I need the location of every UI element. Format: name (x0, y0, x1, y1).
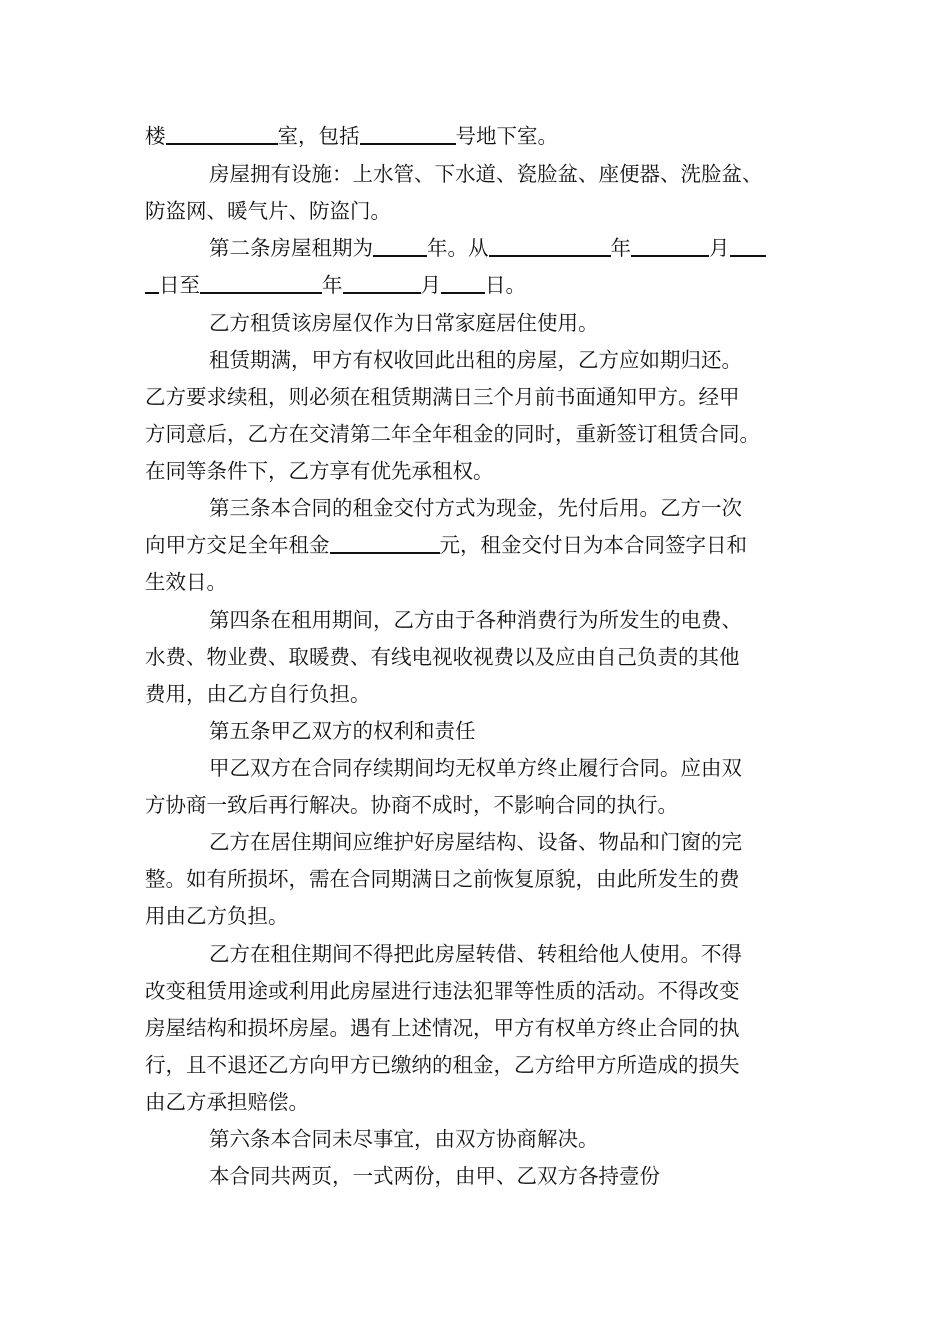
text-run: 年 (610, 236, 631, 260)
text-line: 第六条本合同未尽事宜，由双方协商解决。 (209, 1127, 599, 1151)
text-line: 乙方要求续租，则必须在租赁期满日三个月前书面通知甲方。经甲 (145, 385, 740, 409)
fill-in-blank[interactable] (343, 270, 421, 294)
text-line: 在同等条件下，乙方享有优先承租权。 (145, 459, 494, 483)
text-run: 楼 (145, 124, 166, 148)
fill-in-blank[interactable] (441, 270, 485, 294)
fill-in-blank[interactable] (489, 233, 611, 257)
text-run: 向甲方交足全年租金 (145, 533, 330, 557)
text-line: 乙方在居住期间应维护好房屋结构、设备、物品和门窗的完 (209, 830, 742, 854)
text-line: 房屋拥有设施：上水管、下水道、瓷脸盆、座便器、洗脸盆、 (209, 162, 763, 186)
text-run: 日。 (485, 273, 526, 297)
text-line: 整。如有所损坏，需在合同期满日之前恢复原貌，由此所发生的费 (145, 867, 740, 891)
text-run: 月 (709, 236, 730, 260)
text-run: 年。从 (427, 236, 489, 260)
fill-in-blank[interactable] (330, 530, 440, 554)
text-line: 第四条在租用期间，乙方由于各种消费行为所发生的电费、 (209, 608, 742, 632)
text-line: 用由乙方负担。 (145, 904, 289, 928)
text-run: 日至 (159, 273, 200, 297)
text-line (145, 527, 825, 564)
text-line: 房屋结构和损坏房屋。遇有上述情况，甲方有权单方终止合同的执 (145, 1016, 740, 1040)
text-line: 租赁期满，甲方有权收回此出租的房屋，乙方应如期归还。 (209, 348, 742, 372)
text-line: 方协商一致后再行解决。协商不成时，不影响合同的执行。 (145, 793, 678, 817)
fill-in-blank[interactable] (360, 121, 456, 145)
text-line: 方同意后，乙方在交清第二年全年租金的同时，重新签订租赁合同。 (145, 422, 760, 446)
text-line: 由乙方承担赔偿。 (145, 1090, 309, 1114)
fill-in-blank[interactable] (373, 233, 427, 257)
text-line (145, 118, 825, 155)
text-line (209, 230, 889, 267)
text-run: 号地下室。 (455, 124, 558, 148)
text-line: 费用，由乙方自行负担。 (145, 682, 371, 706)
text-line: 甲乙双方在合同存续期间均无权单方终止履行合同。应由双 (209, 756, 742, 780)
text-line: 本合同共两页，一式两份，由甲、乙双方各持壹份 (209, 1164, 660, 1188)
text-run: 元，租金交付日为本合同签字日和 (439, 533, 747, 557)
text-run: 室，包括 (277, 124, 360, 148)
text-run: 第二条房屋租期为 (209, 236, 373, 260)
section-heading: 第五条甲乙双方的权利和责任 (209, 719, 476, 743)
text-line: 生效日。 (145, 570, 227, 594)
fill-in-blank[interactable] (200, 270, 322, 294)
text-line: 防盗网、暖气片、防盗门。 (145, 199, 391, 223)
fill-in-blank[interactable] (145, 270, 159, 294)
text-line: 行，且不退还乙方向甲方已缴纳的租金，乙方给甲方所造成的损失 (145, 1053, 740, 1077)
text-line: 第三条本合同的租金交付方式为现金，先付后用。乙方一次 (209, 496, 742, 520)
fill-in-blank[interactable] (166, 121, 278, 145)
fill-in-blank[interactable] (730, 233, 766, 257)
fill-in-blank[interactable] (631, 233, 709, 257)
text-line: 乙方在租住期间不得把此房屋转借、转租给他人使用。不得 (209, 942, 742, 966)
text-run: 月 (420, 273, 441, 297)
text-line: 改变租赁用途或利用此房屋进行违法犯罪等性质的活动。不得改变 (145, 979, 740, 1003)
text-line (145, 267, 825, 304)
text-line: 乙方租赁该房屋仅作为日常家庭居住使用。 (209, 311, 599, 335)
text-line: 水费、物业费、取暖费、有线电视收视费以及应由自己负责的其他 (145, 645, 740, 669)
text-run: 年 (322, 273, 343, 297)
